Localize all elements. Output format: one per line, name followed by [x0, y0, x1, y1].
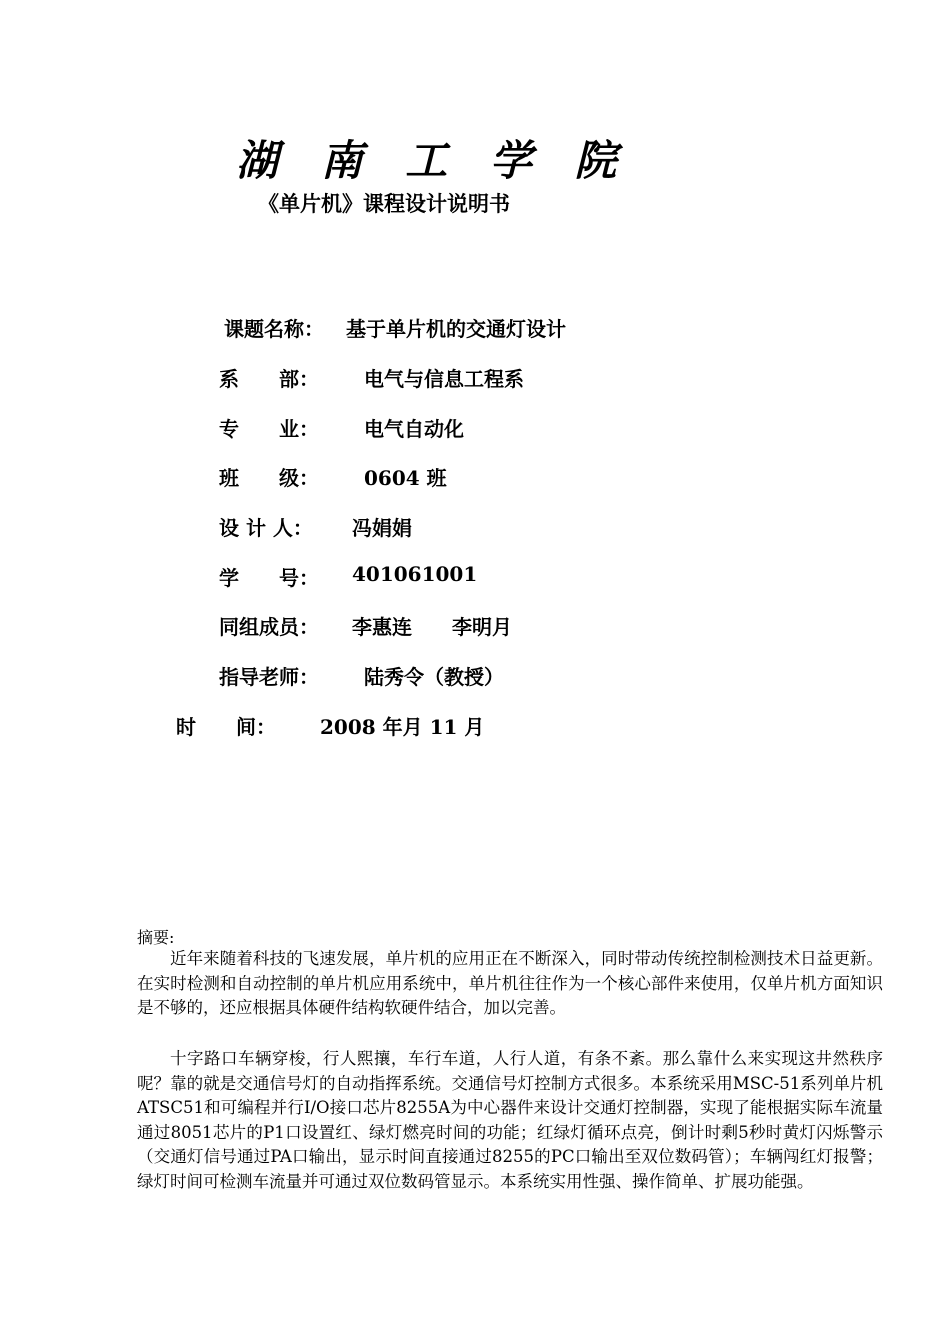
field-advisor-value: 陆秀令（教授）	[364, 665, 504, 689]
school-name: 湖 南 工 学 院	[236, 136, 631, 185]
field-time-label: 时 间：	[176, 715, 276, 739]
field-class-label: 班 级：	[219, 466, 319, 490]
field-student-id-label: 学 号：	[219, 566, 319, 590]
field-members-value: 李惠连 李明月	[352, 615, 512, 639]
field-designer-label: 设 计 人：	[219, 516, 313, 540]
field-time-value: 2008 年月 11 月	[320, 715, 485, 739]
field-topic-label: 课题名称：	[224, 317, 324, 341]
field-major-label: 专 业：	[219, 417, 319, 441]
field-department-label: 系 部：	[219, 367, 319, 391]
field-class-value: 0604 班	[364, 466, 447, 490]
field-topic-value: 基于单片机的交通灯设计	[346, 317, 566, 341]
document-subtitle: 《单片机》课程设计说明书	[258, 191, 510, 216]
abstract-paragraph: 十字路口车辆穿梭，行人熙攘，车行车道，人行人道，有条不紊。那么靠什么来实现这井然秩序呢？靠的就是交通信号灯的自动指挥系统。交通信号灯控制方式很多。本系统采用MSC-51系列单片机ATSC51和可编程并行I/O接口芯片8255A为中心器件来设计交通灯控制器，实现了能根据实际车流量通过8051芯片的P1口设置红、绿灯燃亮时间的功能；红绿灯循环点亮，倒计时剩5秒时黄灯闪烁警示（交通灯信号通过PA口输出，显示时间直接通过8255的PC口输出至双位数码管）；车辆闯红灯报警；绿灯时间可检测车流量并可通过双位数码管显示。本系统实用性强、操作简单、扩展功能强。	[137, 1049, 883, 1191]
field-designer-value: 冯娟娟	[352, 516, 412, 540]
field-student-id-value: 401061001	[352, 562, 478, 586]
field-major-value: 电气自动化	[364, 417, 464, 441]
field-department-value: 电气与信息工程系	[364, 367, 524, 391]
abstract-paragraph: 近年来随着科技的飞速发展，单片机的应用正在不断深入，同时带动传统控制检测技术日益更新。在实时检测和自动控制的单片机应用系统中，单片机往往作为一个核心部件来使用，仅单片机方面知识是不够的，还应根据具体硬件结构软硬件结合，加以完善。	[137, 949, 883, 1017]
abstract-title: 摘要:	[137, 928, 175, 947]
field-advisor-label: 指导老师：	[219, 665, 319, 689]
field-members-label: 同组成员：	[219, 615, 319, 639]
